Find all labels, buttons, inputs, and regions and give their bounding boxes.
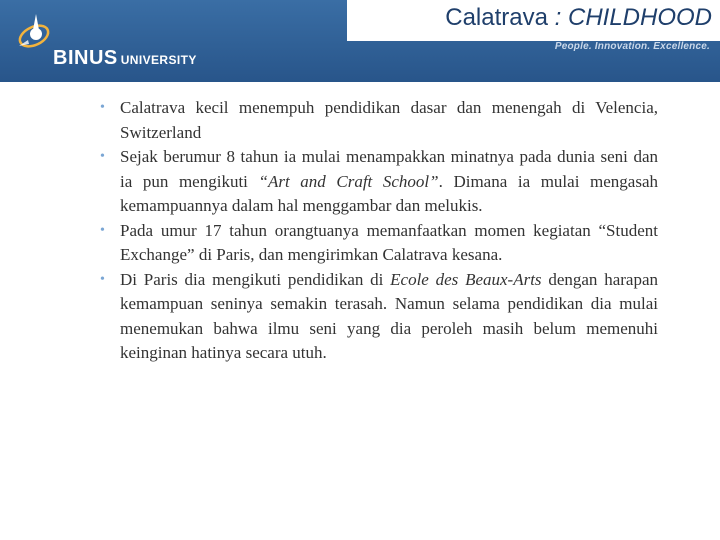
bullet-2-emphasis: “Art and Craft School” [258, 171, 439, 191]
title-main: Calatrava [445, 4, 548, 31]
bullet-2-text-b: . Dimana ia mulai mengasah kemampuannya dalam hal menggambar dan melukis. [120, 171, 658, 215]
logo-brand: BINUS [53, 47, 118, 69]
tagline: People. Innovation. Excellence. [554, 41, 710, 52]
header-banner [0, 0, 720, 82]
bullet-list [100, 96, 658, 366]
title-subtitle: CHILDHOOD [567, 4, 712, 31]
bullet-item-4 [100, 268, 658, 366]
binus-logo-text [53, 47, 197, 70]
bullet-3-text: Pada umur 17 tahun orangtuanya memanfaatkan momen kegiatan “Student Exchange” di Paris, dan mengirimkan Calatrava kesana. [120, 220, 658, 264]
bullet-1-text: Calatrava kecil menempuh pendidikan dasar dan menengah di Velencia, Switzerland [120, 98, 658, 142]
bullet-4-emphasis: Ecole des Beaux-Arts [390, 269, 542, 289]
bullet-item-3 [100, 219, 658, 268]
title-separator: : [547, 4, 568, 31]
binus-logo-icon [14, 12, 54, 63]
content-body [100, 96, 658, 366]
bullet-item-1 [100, 96, 658, 145]
bullet-4-text-a: Di Paris dia mengikuti pendidikan di [120, 269, 391, 289]
title-box [347, 0, 720, 41]
bullet-item-2 [100, 145, 658, 219]
bullet-2-text-a: Sejak berumur 8 tahun ia mulai menampakkan minatnya pada dunia seni dan ia pun mengikuti [120, 147, 658, 191]
page-title [445, 4, 712, 32]
bullet-4-text-b: dengan harapan kemampuan seninya semakin terasah. Namun selama pendidikan dia mulai menemukan bahwa ilmu seni yang dia peroleh masih belum memenuhi keinginan hatinya secara utuh. [120, 269, 659, 362]
logo-university: UNIVERSITY [120, 53, 197, 67]
